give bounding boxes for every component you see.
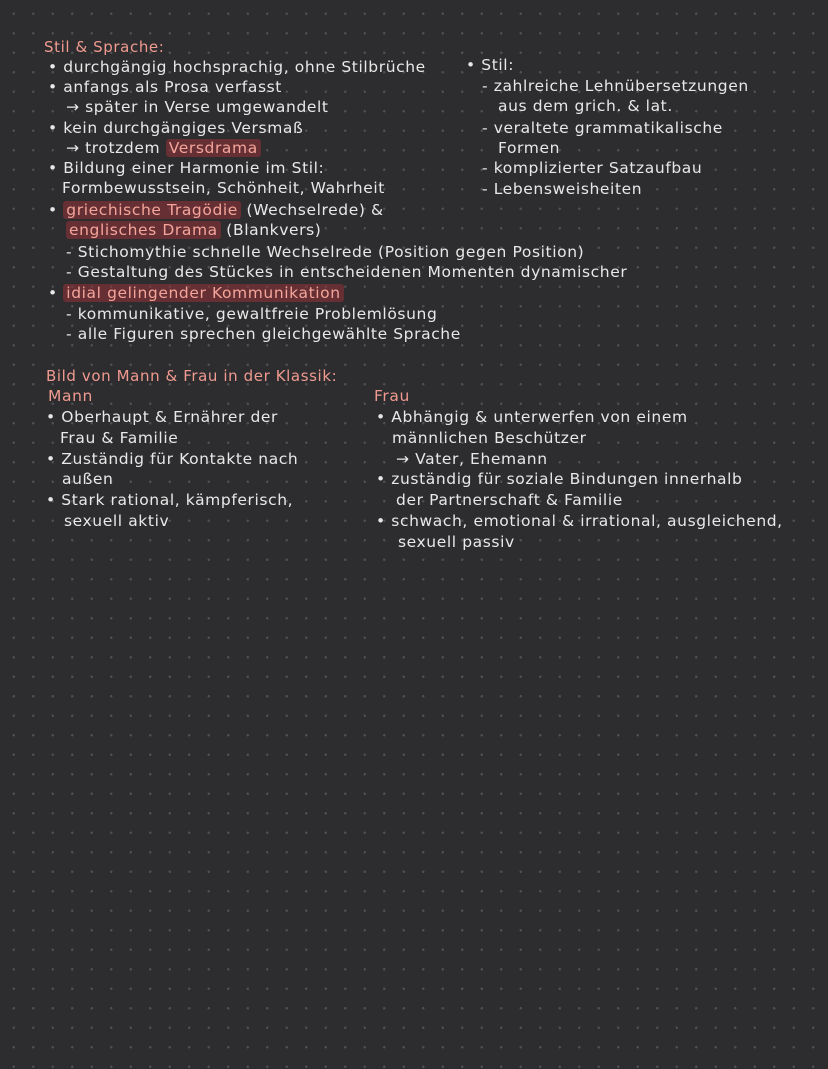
highlight-versdrama: Versdrama xyxy=(166,139,261,157)
note-line: - komplizierter Satzaufbau xyxy=(482,159,703,177)
note-line: männlichen Beschützer xyxy=(392,429,587,447)
note-text: → trotzdem xyxy=(66,139,166,157)
note-line: • kein durchgängiges Versmaß xyxy=(48,119,304,137)
column-heading-mann: Mann xyxy=(48,387,93,405)
note-line: • anfangs als Prosa verfasst xyxy=(48,78,282,96)
note-line: • Stark rational, kämpferisch, xyxy=(46,491,294,509)
note-line: - alle Figuren sprechen gleichgewählte Sprache xyxy=(66,325,461,343)
section-heading-mann-frau: Bild von Mann & Frau in der Klassik: xyxy=(46,367,338,385)
note-line: • durchgängig hochsprachig, ohne Stilbrüche xyxy=(48,58,426,76)
note-line: außen xyxy=(62,470,114,488)
note-line: Formbewusstsein, Schönheit, Wahrheit xyxy=(62,179,385,197)
note-text: (Blankvers) xyxy=(220,221,322,239)
note-line: • Zuständig für Kontakte nach xyxy=(46,450,299,468)
note-line: • Stil: xyxy=(466,56,515,74)
note-line xyxy=(66,138,261,158)
column-heading-frau: Frau xyxy=(374,387,410,405)
note-line: - veraltete grammatikalische xyxy=(482,119,723,137)
highlight-englisches-drama: englisches Drama xyxy=(66,221,221,239)
note-line: → später in Verse umgewandelt xyxy=(66,98,329,116)
note-line: - zahlreiche Lehnübersetzungen xyxy=(482,77,749,95)
section-heading-stil-sprache: Stil & Sprache: xyxy=(44,38,165,56)
highlight-griechische-tragoedie: griechische Tragödie xyxy=(63,201,241,219)
highlight-kommunikation: idial gelingender Kommunikation xyxy=(63,284,343,302)
note-line: sexuell aktiv xyxy=(64,512,170,530)
note-line: - Lebensweisheiten xyxy=(482,180,643,198)
note-line: • Abhängig & unterwerfen von einem xyxy=(376,408,688,426)
note-line xyxy=(48,200,384,220)
note-line: • Bildung einer Harmonie im Stil: xyxy=(48,159,325,177)
bullet: • xyxy=(48,284,64,302)
note-line: Formen xyxy=(498,139,561,157)
note-line xyxy=(48,283,344,303)
note-text: (Wechselrede) & xyxy=(240,201,384,219)
note-line: - kommunikative, gewaltfreie Problemlösung xyxy=(66,305,438,323)
note-line: → Vater, Ehemann xyxy=(396,450,548,468)
bullet: • xyxy=(48,201,64,219)
note-line: der Partnerschaft & Familie xyxy=(396,491,623,509)
note-line: - Stichomythie schnelle Wechselrede (Position gegen Position) xyxy=(66,243,585,261)
note-line: - Gestaltung des Stückes in entscheidenen Momenten dynamischer xyxy=(66,263,628,281)
note-line: Frau & Familie xyxy=(60,429,179,447)
note-line: aus dem grich. & lat. xyxy=(498,97,673,115)
note-line: • schwach, emotional & irrational, ausgleichend, xyxy=(376,512,783,530)
note-line: • Oberhaupt & Ernährer der xyxy=(46,408,279,426)
note-line xyxy=(66,220,321,240)
note-line: • zuständig für soziale Bindungen innerhalb xyxy=(376,470,743,488)
note-line: sexuell passiv xyxy=(398,533,515,551)
